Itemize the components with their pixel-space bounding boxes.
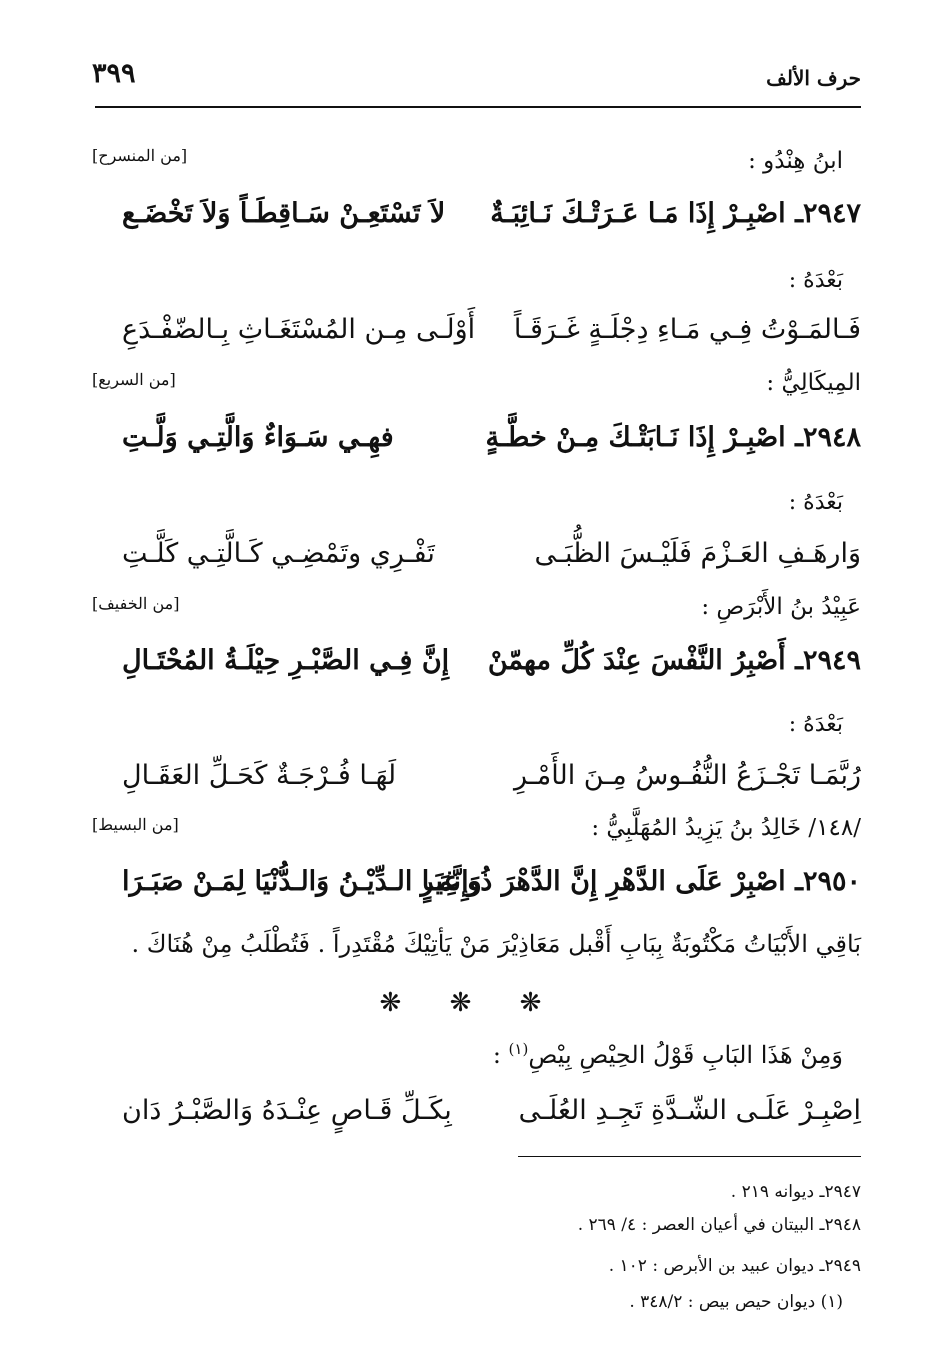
verse-second-hemistich: بِكَـلِّ قَـاصٍ عِنْـدَهُ وَالصَّبْـرُ دَان: [122, 1095, 452, 1126]
verse-first-hemistich: ٢٩٤٩ـ أَصْبِرُ النَّفْسَ عِنْدَ كُلِّ مهمّنْ: [487, 645, 861, 676]
verse-first-hemistich: اِصْبِـرْ عَلَـى الشّـدَّةِ تَجِـدِ العُلَـى: [518, 1095, 861, 1126]
meter-label: [من الخفيف]: [92, 594, 180, 613]
poet-name: المِيكَالِيُّ :: [766, 370, 861, 396]
footnote: ٢٩٤٨ـ البيتان في أعيان العصر : ٤/ ٢٦٩ .: [577, 1215, 861, 1235]
badah-label: بَعْدَهُ :: [788, 268, 843, 293]
verse-second-hemistich: فهِـي سَـوَاءٌ وَالَّتِـي وَلَّـتِ: [122, 422, 394, 453]
follow-verse-first-hemistich: فَـالمَـوْتُ فِـي مَـاءِ دِجْلَـةٍ غَـرَقَـاً: [513, 314, 861, 345]
follow-verse-second-hemistich: لَهَـا فُـرْجَـةٌ كَحَـلِّ العَقَـالِ: [122, 760, 397, 791]
meter-label: [من المنسرح]: [92, 146, 188, 165]
verse-second-hemistich: وَإِنَّمَـا الـدِّيْـنُ وَالـدُّنْيَا لِمَـنْ صَبَـرَا: [122, 866, 482, 897]
page-number: ٣٩٩: [92, 58, 136, 89]
follow-verse-first-hemistich: رُبَّمَـا تَجْـزَعُ النُّفُـوسُ مِـنَ الأَمْـرِ: [514, 760, 861, 791]
closing-intro-colon: :: [492, 1041, 501, 1069]
follow-verse-second-hemistich: أَوْلَـى مِـن المُسْتَغَـاثِ بِـالضّفْـدَعِ: [122, 314, 476, 345]
footnote-divider: [518, 1156, 861, 1157]
badah-label: بَعْدَهُ :: [788, 490, 843, 515]
editor-note: بَاقِي الأَبْيَاتُ مَكْتُوبَةٌ بِبَابِ أَقْبل مَعَاذِيْرَ مَنْ يَأتِيْكَ مُقْتَدِراً . فَتُطْلَبُ مِنْ هُنَاكَ .: [131, 930, 861, 958]
verse-first-hemistich: ٢٩٤٧ـ اصْبِـرْ إِذَا مَـا عَـرَتْـكَ نَـائِبَـةٌ: [490, 198, 861, 229]
closing-intro-text: وَمِنْ هَذَا البَابِ قَوْلُ الحِيْصِ بِيْصِ: [528, 1041, 843, 1069]
closing-intro: [493, 1040, 843, 1069]
verse-first-hemistich: ٢٩٤٨ـ اصْبِـرْ إِذَا نَـابَتْـكَ مِـنْ خطَّـةٍ: [485, 422, 861, 453]
verse-second-hemistich: إِنَّ فِـي الصَّبْـرِ حِيْلَـةُ المُحْتَـالِ: [122, 645, 450, 676]
footnote-marker: (١): [508, 1040, 529, 1058]
verse-first-hemistich: ٢٩٥٠ـ اصْبِرْ عَلَى الدَّهْرِ إِنَّ الدَّهْرَ ذُو غِيَرٍ: [420, 866, 861, 897]
header-divider: [95, 106, 861, 108]
poet-name: ابنُ هِنْدُو :: [748, 148, 843, 174]
badah-label: بَعْدَهُ :: [788, 712, 843, 737]
follow-verse-second-hemistich: تَفْـرِي وتَمْضِـي كَـالَّتِـي كَلَّـتِ: [122, 538, 435, 569]
verse-second-hemistich: لاَ تَسْتَعِـنْ سَـاقِطَـاً وَلاَ تَخْضَـع: [122, 198, 446, 229]
meter-label: [من البسيط]: [92, 815, 179, 834]
follow-verse-first-hemistich: وَارهَـفِ العَـزْمَ فَلَيْـسَ الظُّبَـى: [534, 538, 861, 569]
footnote: (١) ديوان حيص بيص : ٣٤٨/٢ .: [629, 1292, 843, 1312]
meter-label: [من السريع]: [92, 370, 176, 389]
section-separator: ❋ ❋ ❋: [379, 988, 562, 1018]
poet-name: /١٤٨/ خَالِدُ بنُ يَزِيدُ المُهَلَّبِيُّ :: [591, 815, 861, 841]
section-title: حرف الألف: [766, 66, 861, 90]
poet-name: عَبِيْدُ بنُ الأَبْرَصِ :: [701, 594, 861, 620]
footnote: ٢٩٤٩ـ ديوان عبيد بن الأبرص : ١٠٢ .: [608, 1256, 861, 1276]
footnote: ٢٩٤٧ـ ديوانه ٢١٩ .: [730, 1182, 861, 1202]
